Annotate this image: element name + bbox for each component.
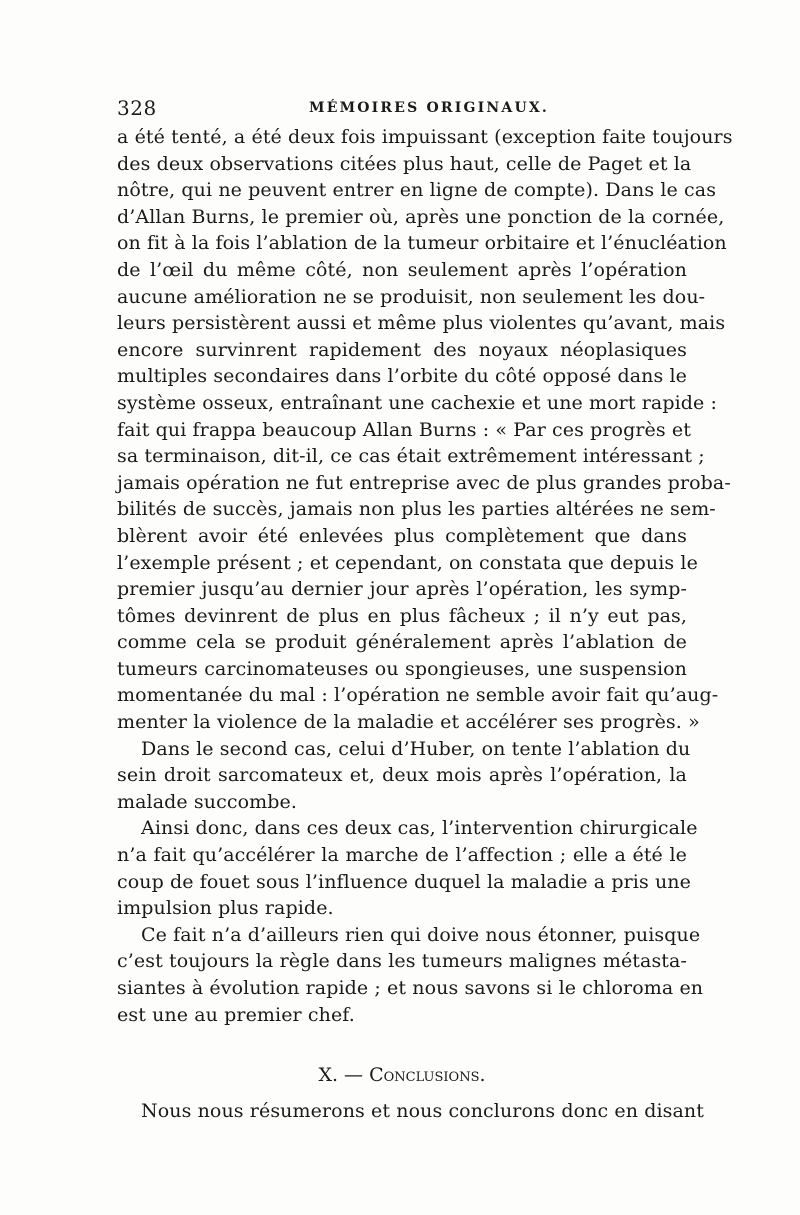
text-line: des deux observations citées plus haut, celle de Paget et la	[117, 152, 692, 175]
text-line: malade succombe.	[117, 790, 297, 813]
paragraph-2	[117, 736, 691, 816]
text-line: c’est toujours la règle dans les tumeurs malignes métasta-	[117, 950, 687, 973]
text-line: l’exemple présent ; et cependant, on constata que depuis le	[117, 551, 698, 574]
text-line: coup de fouet sous l’influence duquel la maladie a pris une	[117, 870, 691, 893]
text-line: n’a fait qu’accélérer la marche de l’affection ; elle a été le	[117, 844, 687, 867]
text-line: tumeurs carcinomateuses ou spongieuses, une suspension	[117, 657, 687, 680]
text-line: Ce fait n’a d’ailleurs rien qui doive nous étonner, puisque	[141, 923, 701, 946]
section-heading	[117, 1062, 687, 1089]
paragraph-1	[117, 124, 733, 736]
page-number: 328	[117, 96, 157, 120]
text-line: comme cela se produit généralement après l’ablation de	[117, 631, 687, 654]
section-title: Conclusions.	[369, 1064, 486, 1086]
text-line: multiples secondaires dans l’orbite du côté opposé dans le	[117, 365, 687, 388]
text-line: encore survinrent rapidement des noyaux néoplasiques	[117, 338, 687, 361]
text-line: sa terminaison, dit-il, ce cas était extrêmement intéressant ;	[117, 445, 705, 468]
text-line: Dans le second cas, celui d’Huber, on tente l’ablation du	[141, 737, 691, 760]
running-title: MÉMOIRES ORIGINAUX.	[309, 100, 549, 116]
text-line: jamais opération ne fut entreprise avec de plus grandes proba-	[117, 471, 731, 494]
text-line: blèrent avoir été enlevées plus complètement que dans	[117, 524, 687, 547]
text-line: est une au premier chef.	[117, 1003, 355, 1026]
text-line: premier jusqu’au dernier jour après l’opération, les symp-	[117, 578, 687, 601]
text-line: nôtre, qui ne peuvent entrer en ligne de compte). Dans le cas	[117, 179, 717, 202]
text-line: sein droit sarcomateux et, deux mois après l’opération, la	[117, 764, 687, 787]
closing-paragraph	[117, 1098, 704, 1125]
section-number: X. —	[318, 1064, 370, 1086]
text-line: on fit à la fois l’ablation de la tumeur orbitaire et l’énucléation	[117, 232, 727, 255]
text-line: Nous nous résumerons et nous conclurons donc en disant	[141, 1100, 704, 1122]
paragraph-3	[117, 815, 698, 921]
text-line: de l’œil du même côté, non seulement après l’opération	[117, 258, 687, 281]
paragraph-4	[117, 922, 704, 1028]
text-line: fait qui frappa beaucoup Allan Burns : « Par ces progrès et	[117, 418, 691, 441]
text-line: bilités de succès, jamais non plus les parties altérées ne sem-	[117, 498, 716, 521]
text-line: impulsion plus rapide.	[117, 897, 334, 920]
text-line: a été tenté, a été deux fois impuissant (exception faite toujours	[117, 126, 733, 148]
text-line: aucune amélioration ne se produisit, non seulement les dou-	[117, 285, 706, 308]
text-line: tômes devinrent de plus en plus fâcheux ; il n’y eut pas,	[117, 604, 687, 627]
text-line: menter la violence de la maladie et accélérer ses progrès. »	[117, 711, 700, 734]
text-line: système osseux, entraînant une cachexie et une mort rapide :	[117, 391, 718, 414]
text-line: siantes à évolution rapide ; et nous savons si le chloroma en	[117, 977, 704, 999]
body-text	[117, 124, 733, 1028]
page-header	[117, 96, 687, 126]
text-line: d’Allan Burns, le premier où, après une ponction de la cornée,	[117, 205, 725, 228]
text-line: leurs persistèrent aussi et même plus violentes qu’avant, mais	[117, 312, 726, 335]
text-line: Ainsi donc, dans ces deux cas, l’intervention chirurgicale	[141, 817, 698, 840]
text-line: momentanée du mal : l’opération ne semble avoir fait qu’aug-	[117, 684, 719, 707]
